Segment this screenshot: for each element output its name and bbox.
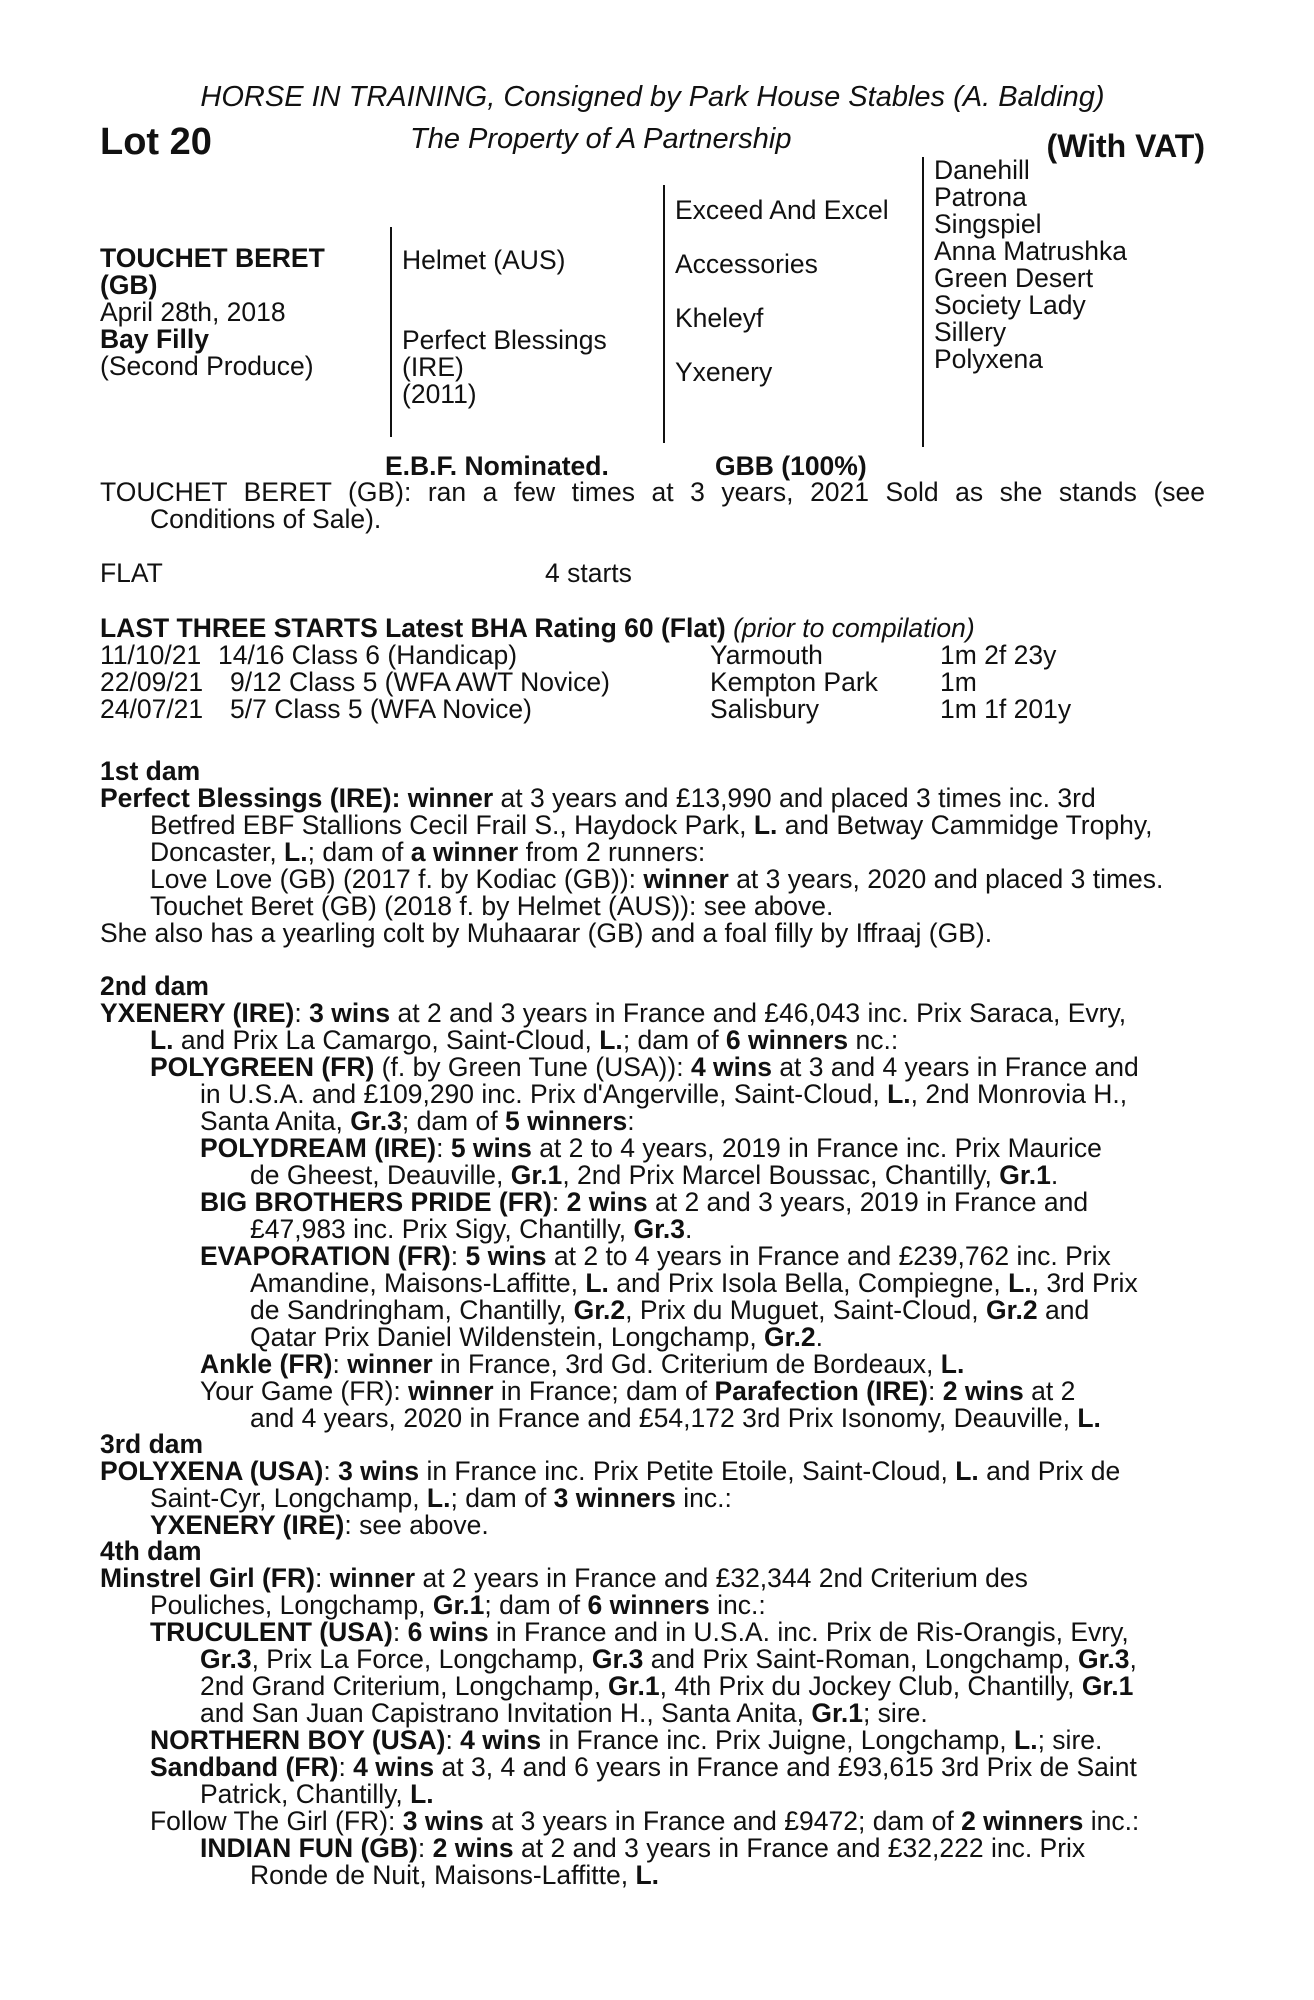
pedigree-grandparents [663, 185, 925, 443]
text-run: Gr.1 [999, 1160, 1051, 1190]
text-line [100, 866, 1205, 893]
text-run: (f. by Green Tune (USA)): [374, 1052, 691, 1082]
text-run: Saint-Cyr, Longchamp, [150, 1483, 427, 1513]
text-run: and Prix Isola Bella, Compiegne, [608, 1268, 1009, 1298]
start-row [100, 669, 1205, 696]
text-run: L. [940, 1349, 965, 1379]
text-line [100, 1835, 1205, 1862]
text-run: Sandband (FR) [150, 1752, 339, 1782]
text-line [100, 1646, 1205, 1673]
grandparent-3: Kheleyf [675, 303, 764, 333]
start-distance: 1m 2f 23y [940, 640, 1057, 670]
text-line [100, 1727, 1205, 1754]
text-line [100, 1754, 1205, 1781]
horse-produce: (Second Produce) [100, 351, 314, 381]
text-run: POLYDREAM (IRE) [200, 1133, 437, 1163]
lot-number: Lot 20 [100, 121, 212, 163]
text-run: Gr.3 [1077, 1644, 1130, 1674]
horse-country: (GB) [100, 270, 158, 300]
text-run: winner [408, 1376, 494, 1406]
text-run: £47,983 inc. Prix Sigy, Chantilly, [250, 1214, 634, 1244]
text-run: in France; dam of [493, 1376, 715, 1406]
text-run: ; sire. [862, 1698, 928, 1728]
pedigree-parents [390, 227, 642, 437]
text-line [100, 812, 1205, 839]
text-run: YXENERY (IRE) [150, 1510, 345, 1540]
text-run: 2 wins [566, 1187, 648, 1217]
text-line [100, 1054, 1205, 1081]
text-run: and Prix La Camargo, Saint-Cloud, [173, 1025, 600, 1055]
text-run: ; dam of [307, 837, 411, 867]
text-run: L. [1008, 1268, 1032, 1298]
text-run: TRUCULENT (USA) [150, 1617, 393, 1647]
text-run: at 3, 4 and 6 years in France and £93,615 3rd Prix de Saint [434, 1752, 1137, 1782]
text-run: Minstrel Girl (FR) [100, 1563, 315, 1593]
text-run: ; dam of [401, 1106, 505, 1136]
text-line [100, 1351, 1205, 1378]
text-run: , 4th Prix du Jockey Club, Chantilly, [659, 1671, 1082, 1701]
text-run: 2 winners [961, 1806, 1084, 1836]
text-run: 6 winners [725, 1025, 849, 1055]
text-run: , Prix du Muguet, Saint-Cloud, [625, 1295, 987, 1325]
flat-record [100, 560, 1205, 587]
text-run: and Prix Saint-Roman, Longchamp, [643, 1644, 1078, 1674]
dam-year: (2011) [402, 379, 477, 409]
text-run: nc.: [848, 1025, 899, 1055]
section-heading: 2nd dam [100, 971, 209, 1001]
text-run: 3 wins [309, 998, 391, 1028]
third-dam-section [100, 1431, 1205, 1539]
text-run: Pouliches, Longchamp, [150, 1590, 433, 1620]
text-run: Ankle (FR) [200, 1349, 333, 1379]
start-course: Yarmouth [710, 640, 823, 670]
text-run: : [551, 1187, 567, 1217]
first-dam-section [100, 758, 1205, 947]
grandparent-4: Yxenery [675, 357, 773, 387]
text-run: 2nd Grand Criterium, Longchamp, [200, 1671, 609, 1701]
last-three-starts [100, 615, 1205, 723]
text-run: L. [585, 1268, 609, 1298]
text-line [100, 1700, 1205, 1727]
text-line [100, 1458, 1205, 1485]
text-run: 4 wins [690, 1052, 772, 1082]
second-dam-section [100, 973, 1205, 1432]
text-run: de Sandringham, Chantilly, [250, 1295, 574, 1325]
text-run: Gr.1 [432, 1590, 485, 1620]
text-run: Gr.2 [986, 1295, 1038, 1325]
text-run: L. [599, 1025, 623, 1055]
text-run: Ronde de Nuit, Maisons-Laffitte, [250, 1860, 636, 1890]
text-run: 4 wins [460, 1725, 542, 1755]
horse-sex: Bay Filly [100, 324, 209, 354]
start-course: Salisbury [710, 694, 819, 724]
text-run: Gr.3 [591, 1644, 644, 1674]
text-run: : [314, 1563, 330, 1593]
text-run: Gr.1 [811, 1698, 863, 1728]
text-run: NORTHERN BOY (USA) [150, 1725, 446, 1755]
dam-country: (IRE) [402, 352, 464, 382]
text-run: L. [887, 1079, 911, 1109]
text-run: L. [150, 1025, 174, 1055]
text-run: L. [635, 1860, 660, 1890]
sire: Helmet (AUS) [402, 245, 566, 275]
text-run: , 2nd Prix Marcel Boussac, Chantilly, [562, 1160, 1000, 1190]
text-run: at 2 [1023, 1376, 1076, 1406]
text-run: winner [329, 1563, 416, 1593]
text-run: Gr.2 [764, 1322, 816, 1352]
horse-name: TOUCHET BERET [100, 243, 325, 273]
text-run: at 3 and 4 years in France and [771, 1052, 1139, 1082]
text-run: : [450, 1241, 466, 1271]
text-run: INDIAN FUN (GB) [200, 1833, 418, 1863]
text-line [100, 839, 1205, 866]
start-distance: 1m 1f 201y [940, 694, 1072, 724]
prior-to-compilation: (prior to compilation) [733, 613, 975, 643]
grandparent-2: Accessories [675, 249, 818, 279]
start-date: 11/10/21 [100, 640, 202, 670]
text-line [100, 1243, 1205, 1270]
text-run: Gr.1 [510, 1160, 563, 1190]
text-run: in France, 3rd Gd. Criterium de Bordeaux, [432, 1349, 941, 1379]
start-date: 24/07/21 [100, 694, 204, 724]
text-line [100, 1808, 1205, 1835]
text-run: 2 wins [432, 1833, 514, 1863]
text-run: in U.S.A. and £109,290 inc. Prix d'Angerville, Saint-Cloud, [200, 1079, 888, 1109]
text-line [100, 1565, 1205, 1592]
text-line [100, 1000, 1205, 1027]
text-run: , Prix La Force, Longchamp, [251, 1644, 592, 1674]
text-run: : [928, 1376, 943, 1406]
text-run: , 2nd Monrovia H., [910, 1079, 1128, 1109]
text-run: L. [955, 1456, 979, 1486]
section-heading: 3rd dam [100, 1429, 204, 1459]
text-run: . [1050, 1160, 1059, 1190]
text-line [100, 1512, 1205, 1539]
text-run: winner [347, 1349, 433, 1379]
dam-name: Perfect Blessings [402, 325, 607, 355]
ggp-8: Polyxena [934, 344, 1044, 374]
text-line [100, 1619, 1205, 1646]
text-run: : [436, 1133, 451, 1163]
text-run: Gr.2 [573, 1295, 626, 1325]
text-run: L. [426, 1483, 451, 1513]
text-run: in France and in U.S.A. inc. Prix de Ris-Orangis, Evry, [488, 1617, 1129, 1647]
summary-line-1: TOUCHET BERET (GB): ran a few times at 3 years, 2021 Sold as she stands (see [100, 477, 1205, 507]
text-run: : [445, 1725, 461, 1755]
text-run: at 2 to 4 years in France and £239,762 inc. Prix [546, 1241, 1111, 1271]
text-run: L. [284, 837, 308, 867]
last-three-heading: LAST THREE STARTS Latest BHA Rating 60 (Flat) [100, 613, 726, 643]
gbb-status: GBB (100%) [715, 451, 867, 481]
text-run: 3 winners [553, 1483, 676, 1513]
text-run: L. [1014, 1725, 1038, 1755]
text-run: : [627, 1106, 635, 1136]
ggp-2: Patrona [934, 182, 1027, 212]
text-run: Betfred EBF Stallions Cecil Frail S., Haydock Park, [150, 810, 754, 840]
text-run: : [338, 1752, 354, 1782]
text-run: Santa Anita, [200, 1106, 351, 1136]
section-heading: 1st dam [100, 756, 201, 786]
text-run: inc.: [709, 1590, 766, 1620]
text-run: at 2 and 3 years in France and £46,043 inc. Prix Saraca, Evry, [390, 998, 1127, 1028]
start-race: 14/16 Class 6 (Handicap) [218, 640, 518, 670]
vat-label: (With VAT) [1046, 128, 1205, 164]
text-line [100, 1862, 1205, 1889]
start-distance: 1m [940, 667, 977, 697]
text-run: Gr.3 [200, 1644, 252, 1674]
text-run: : [417, 1833, 433, 1863]
text-line [100, 1270, 1205, 1297]
text-line [100, 1189, 1205, 1216]
text-run: and San Juan Capistrano Invitation H., Santa Anita, [200, 1698, 812, 1728]
text-run: : [294, 998, 310, 1028]
summary-line-2: Conditions of Sale). [150, 504, 382, 534]
start-date: 22/09/21 [100, 667, 204, 697]
text-run: L. [753, 810, 778, 840]
text-run: at 3 years in France and £9472; dam of [483, 1806, 962, 1836]
text-run: at 2 years in France and £32,344 2nd Criterium des [415, 1563, 1028, 1593]
text-line [100, 1297, 1205, 1324]
pedigree-great-grandparents [922, 157, 1214, 447]
text-run: ; dam of [622, 1025, 726, 1055]
text-run: Perfect Blessings (IRE): winner [100, 783, 494, 813]
text-run: : [332, 1349, 348, 1379]
text-run: Your Game (FR): [200, 1376, 409, 1406]
fourth-dam-section [100, 1538, 1205, 1889]
text-run: . [685, 1214, 693, 1244]
start-row [100, 642, 1205, 669]
text-line [100, 1216, 1205, 1243]
text-run: in France inc. Prix Juigne, Longchamp, [541, 1725, 1015, 1755]
text-run: ; dam of [450, 1483, 554, 1513]
ggp-1: Danehill [934, 155, 1030, 185]
text-run: at 2 and 3 years, 2019 in France and [647, 1187, 1089, 1217]
text-run: at 3 years, 2020 and placed 3 times. [728, 864, 1164, 894]
start-course: Kempton Park [710, 667, 878, 697]
text-run: 4 wins [353, 1752, 435, 1782]
text-run: YXENERY (IRE) [100, 998, 295, 1028]
text-line [100, 1673, 1205, 1700]
text-line [100, 785, 1205, 812]
text-run: from 2 runners: [518, 837, 706, 867]
text-run: L. [410, 1779, 434, 1809]
text-run: 5 wins [465, 1241, 547, 1271]
text-line [100, 1781, 1205, 1808]
text-line [100, 1108, 1205, 1135]
section-heading: 4th dam [100, 1536, 202, 1566]
text-run: ; dam of [484, 1590, 588, 1620]
text-run: . [815, 1322, 823, 1352]
text-run: Love Love (GB) (2017 f. by Kodiac (GB)): [150, 864, 644, 894]
horse-dob: April 28th, 2018 [100, 297, 286, 327]
text-run: at 3 years and £13,990 and placed 3 times inc. 3rd [493, 783, 1096, 813]
text-run: Gr.1 [608, 1671, 660, 1701]
text-line [100, 1135, 1205, 1162]
text-run: at 2 to 4 years, 2019 in France inc. Prix Maurice [531, 1133, 1102, 1163]
ebf-nominated: E.B.F. Nominated. [385, 451, 609, 481]
text-run: : [323, 1456, 339, 1486]
horse-details [100, 245, 390, 380]
text-run: inc.: [675, 1483, 732, 1513]
text-run: 2 wins [942, 1376, 1024, 1406]
pedigree-table [100, 155, 1205, 465]
start-race: 9/12 Class 5 (WFA AWT Novice) [230, 667, 610, 697]
text-run: de Gheest, Deauville, [250, 1160, 511, 1190]
text-run: L. [1077, 1403, 1101, 1433]
start-race: 5/7 Class 5 (WFA Novice) [230, 694, 532, 724]
text-run: in France inc. Prix Petite Etoile, Saint-Cloud, [419, 1456, 956, 1486]
text-run: POLYGREEN (FR) [150, 1052, 375, 1082]
text-run: Gr.1 [1081, 1671, 1134, 1701]
text-run: Parafection (IRE) [714, 1376, 928, 1406]
ggp-5: Green Desert [934, 263, 1094, 293]
text-run: Gr.3 [350, 1106, 402, 1136]
text-run: a winner [410, 837, 519, 867]
flat-starts: 4 starts [545, 558, 632, 588]
text-run: ; sire. [1037, 1725, 1103, 1755]
grandparent-1: Exceed And Excel [675, 195, 889, 225]
text-run: 6 winners [587, 1590, 710, 1620]
text-line [100, 1592, 1205, 1619]
text-line [100, 1378, 1205, 1405]
text-run: and Prix de [978, 1456, 1121, 1486]
text-run: winner [643, 864, 729, 894]
text-run: and [1037, 1295, 1090, 1325]
dam-note: She also has a yearling colt by Muhaarar (GB) and a foal filly by Iffraaj (GB). [100, 918, 993, 948]
text-run: EVAPORATION (FR) [200, 1241, 451, 1271]
text-line [100, 1081, 1205, 1108]
text-line [100, 615, 1205, 642]
text-run: Qatar Prix Daniel Wildenstein, Longchamp, [250, 1322, 765, 1352]
text-run: at 2 and 3 years in France and £32,222 inc. Prix [513, 1833, 1086, 1863]
text-run: 3 wins [402, 1806, 484, 1836]
text-run: and Betway Cammidge Trophy, [777, 810, 1153, 840]
ggp-3: Singspiel [934, 209, 1042, 239]
text-run: Amandine, Maisons-Laffitte, [250, 1268, 586, 1298]
property-line: The Property of A Partnership [410, 123, 792, 155]
text-run: 5 winners [504, 1106, 628, 1136]
text-run: 5 wins [450, 1133, 532, 1163]
ggp-4: Anna Matrushka [934, 236, 1127, 266]
text-line [100, 1405, 1205, 1432]
consignor-line: HORSE IN TRAINING, Consigned by Park House Stables (A. Balding) [200, 81, 1105, 113]
ggp-6: Society Lady [934, 290, 1086, 320]
text-run: inc.: [1083, 1806, 1140, 1836]
text-run: , [1129, 1644, 1137, 1674]
text-run: POLYXENA (USA) [100, 1456, 324, 1486]
text-line [100, 1485, 1205, 1512]
text-run: : [392, 1617, 408, 1647]
text-run: Doncaster, [150, 837, 285, 867]
text-run: : see above. [344, 1510, 489, 1540]
text-line [100, 1027, 1205, 1054]
text-line [100, 1324, 1205, 1351]
produce-entry: Touchet Beret (GB) (2018 f. by Helmet (AUS)): see above. [150, 891, 834, 921]
text-run: 3 wins [338, 1456, 420, 1486]
text-run: and 4 years, 2020 in France and £54,172 3rd Prix Isonomy, Deauville, [250, 1403, 1078, 1433]
start-row [100, 696, 1205, 723]
ggp-7: Sillery [934, 317, 1007, 347]
text-run: Follow The Girl (FR): [150, 1806, 403, 1836]
text-run: Patrick, Chantilly, [200, 1779, 411, 1809]
text-run: , 3rd Prix [1031, 1268, 1138, 1298]
text-run: Gr.3 [633, 1214, 686, 1244]
text-run: 6 wins [407, 1617, 489, 1647]
horse-summary [100, 479, 1205, 533]
text-run: BIG BROTHERS PRIDE (FR) [200, 1187, 552, 1217]
text-line [100, 1162, 1205, 1189]
flat-label: FLAT [100, 558, 163, 588]
